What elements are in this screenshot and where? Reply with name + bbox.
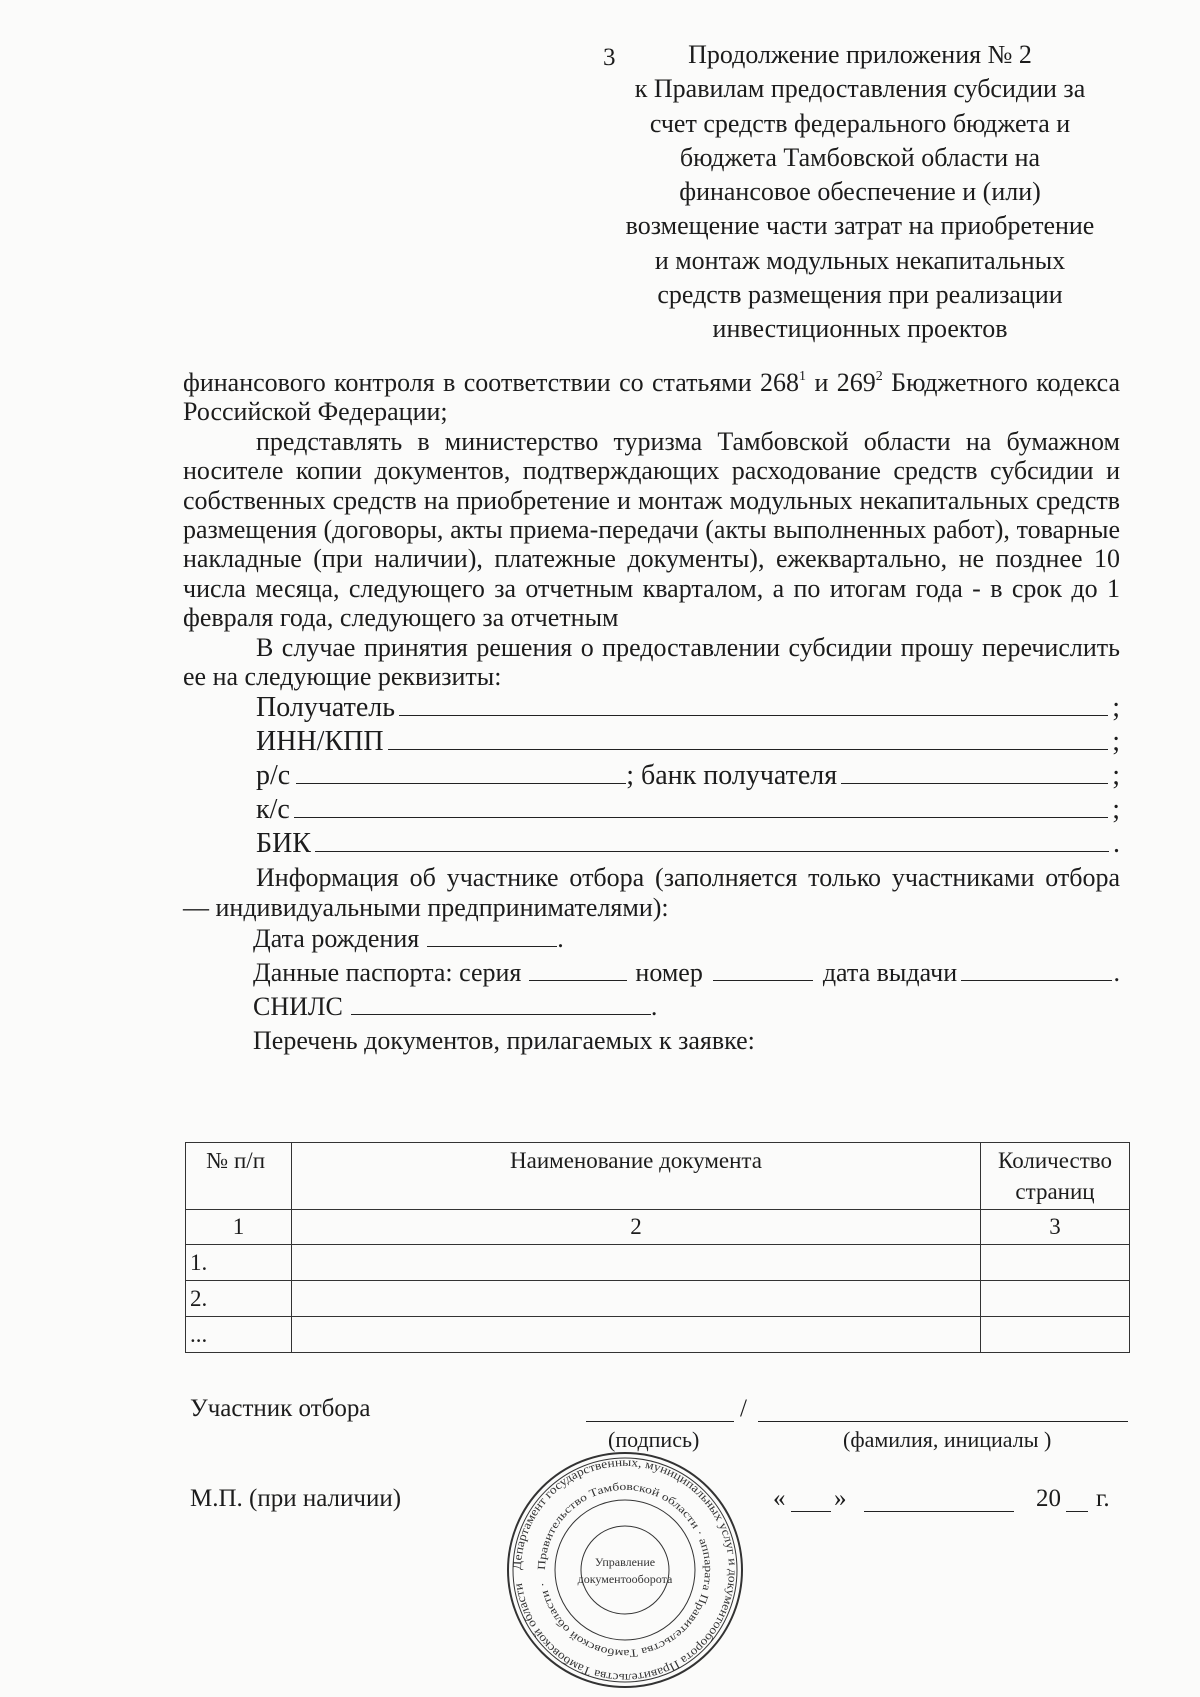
header-line: инвестиционных проектов: [712, 314, 1008, 344]
punctuation: ;: [1112, 794, 1120, 826]
row-pages-cell[interactable]: [981, 1245, 1130, 1281]
stamp-middle-ring: [555, 1500, 695, 1640]
punctuation: .: [1113, 828, 1120, 860]
participant-info-intro: Информация об участнике отбора (заполняется только участниками отбора — индивидуальными предпринимателями):: [183, 863, 1120, 922]
docs-list-title: [253, 1024, 1120, 1058]
issue-date-field[interactable]: [961, 958, 1111, 981]
requisites-block: [256, 691, 1120, 861]
col-pages-header: Количество страниц: [981, 1143, 1130, 1210]
page-number: 3: [603, 44, 616, 71]
table-row: [186, 1245, 1130, 1281]
passport-number-label: номер: [635, 958, 703, 988]
bik-field[interactable]: [315, 829, 1109, 852]
header-line: возмещение части затрат на приобретение: [625, 211, 1095, 241]
date-close-quote: »: [834, 1485, 847, 1512]
col-number-index: 1: [186, 1210, 292, 1245]
table-row: [186, 1281, 1130, 1317]
header-line: средств размещения при реализации: [657, 280, 1063, 310]
recipient-label: Получатель: [256, 692, 396, 724]
month-field[interactable]: [864, 1511, 1014, 1512]
date-open-quote: «: [773, 1485, 786, 1512]
inn-kpp-field[interactable]: [388, 727, 1109, 750]
row-document-cell[interactable]: [292, 1281, 981, 1317]
col-pages-index: 3: [981, 1210, 1130, 1245]
signature-field[interactable]: [586, 1421, 734, 1422]
stamp-center-line1: Управление: [594, 1555, 656, 1569]
passport-series-field[interactable]: [529, 958, 627, 981]
row-pages-cell[interactable]: [981, 1317, 1130, 1353]
participant-label: Участник отбора: [190, 1395, 371, 1422]
punctuation: ;: [1112, 692, 1120, 724]
header-line: к Правилам предоставления субсидии за: [634, 74, 1086, 104]
paragraph-reporting: представлять в министерство туризма Тамбовской области на бумажном носителе копии документов, подтверждающих расходование средств субсидии и собственных средств на приобретение и монтаж модульных некапитальных средств размещения (договоры, акты приема-передачи (акты выполненных работ), товарные накладные (при наличии), платежные документы), ежеквартально, не позднее 10 числа месяца, следующего за отчетным кварталом, а по итогам года - в срок до 1 февраля года, следующего за отчетным: [183, 426, 1120, 633]
snils-row: [253, 990, 1120, 1024]
header-line: счет средств федерального бюджета и: [649, 108, 1071, 138]
header-line: бюджета Тамбовской области на: [679, 142, 1041, 172]
row-document-cell[interactable]: [292, 1317, 981, 1353]
year-suffix: г.: [1096, 1485, 1110, 1512]
year-field[interactable]: [1066, 1511, 1088, 1512]
inn-kpp-label: ИНН/КПП: [256, 726, 384, 758]
snils-label: СНИЛС: [253, 992, 343, 1022]
day-field[interactable]: [791, 1511, 831, 1512]
name-field[interactable]: [758, 1421, 1128, 1422]
punctuation: .: [557, 924, 564, 954]
passport-number-field[interactable]: [713, 958, 813, 981]
bik-row: [256, 827, 1120, 861]
passport-series-label: Данные паспорта: серия: [253, 958, 522, 988]
official-stamp: [505, 1450, 745, 1690]
row-pages-cell[interactable]: [981, 1281, 1130, 1317]
account-label: р/с: [256, 760, 291, 792]
row-number: 2.: [186, 1281, 292, 1317]
table-column-numbers: [186, 1210, 1130, 1245]
seal-place-label: М.П. (при наличии): [190, 1485, 402, 1512]
bank-field[interactable]: [841, 761, 1108, 784]
stamp-inner-ring: [581, 1526, 669, 1614]
slash: /: [740, 1395, 747, 1422]
document-body: [183, 368, 1120, 1058]
header-line: финансовое обеспечение и (или): [679, 177, 1041, 207]
punctuation: ;: [1112, 760, 1120, 792]
account-row: [256, 759, 1120, 793]
header-line: Продолжение приложения № 2: [688, 40, 1032, 69]
account-field[interactable]: [296, 761, 626, 784]
bik-label: БИК: [256, 828, 311, 860]
header-line: и монтаж модульных некапитальных: [654, 245, 1066, 275]
recipient-row: [256, 691, 1120, 725]
inn-kpp-row: [256, 725, 1120, 759]
punctuation: ;: [1112, 726, 1120, 758]
name-caption: (фамилия, инициалы ): [843, 1427, 1052, 1452]
table-row: [186, 1317, 1130, 1353]
row-number: 1.: [186, 1245, 292, 1281]
snils-field[interactable]: [351, 992, 651, 1015]
year-prefix: 20: [1036, 1485, 1061, 1512]
paragraph-transfer-request: В случае принятия решения о предоставлении субсидии прошу перечислить ее на следующие реквизиты:: [183, 632, 1120, 692]
bank-label: ; банк получателя: [626, 760, 838, 792]
row-document-cell[interactable]: [292, 1245, 981, 1281]
birth-date-field[interactable]: [427, 924, 557, 947]
corr-account-row: [256, 793, 1120, 827]
paragraph-budget-code: финансового контроля в соответствии со статьями $268^1$ и $269^2$ Бюджетного кодекса Российской Федерации;: [183, 368, 1120, 427]
docs-list-label: Перечень документов, прилагаемых к заявке:: [253, 1026, 755, 1056]
appendix-header: [600, 38, 1120, 347]
corr-account-field[interactable]: [294, 795, 1108, 818]
stamp-inner-text: Правительство Тамбовской области · аппарата Правительства Тамбовской области ·: [535, 1480, 715, 1660]
documents-table: [185, 1142, 1130, 1353]
col-name-index: 2: [292, 1210, 981, 1245]
row-number: ...: [186, 1317, 292, 1353]
signature-caption: (подпись): [608, 1427, 700, 1452]
passport-row: [253, 956, 1120, 990]
stamp-center-line2: документооборота: [577, 1572, 673, 1586]
participant-info-fields: [253, 922, 1120, 1058]
stamp-outer-text: Департамент государственных, муниципальных услуг и документооборота Правительства Тамбовской области: [509, 1454, 741, 1686]
issue-date-label: дата выдачи: [822, 958, 958, 988]
col-number-header: № п/п: [186, 1143, 292, 1210]
birth-date-row: [253, 922, 1120, 956]
recipient-field[interactable]: [399, 693, 1108, 716]
punctuation: .: [650, 992, 658, 1022]
punctuation: .: [1113, 958, 1120, 988]
corr-account-label: к/с: [256, 794, 290, 826]
table-header-row: [186, 1143, 1130, 1210]
col-name-header: Наименование документа: [292, 1143, 981, 1210]
birth-date-label: Дата рождения: [253, 924, 420, 954]
